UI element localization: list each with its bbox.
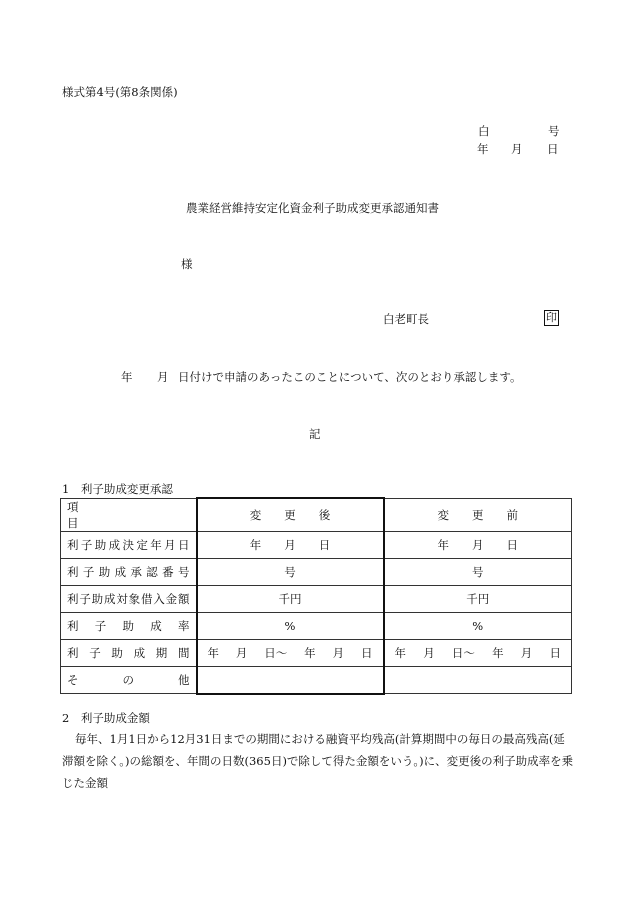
approval-table bbox=[60, 497, 572, 695]
header-before: 変 更 前 bbox=[384, 498, 572, 531]
row-label: 利子助成期間 bbox=[61, 639, 197, 666]
value-after: 年 月 日 bbox=[197, 531, 384, 558]
reference-prefix: 白 bbox=[478, 124, 490, 138]
value-before: % bbox=[384, 612, 572, 639]
table-row bbox=[61, 585, 572, 612]
row-label: 利子助成対象借入金額 bbox=[61, 585, 197, 612]
table-row bbox=[61, 531, 572, 558]
table-row bbox=[61, 558, 572, 585]
value-before: 千円 bbox=[384, 585, 572, 612]
table-row bbox=[61, 639, 572, 666]
value-after: 年 月 日～ 年 月 日 bbox=[197, 639, 384, 666]
value-before bbox=[384, 666, 572, 694]
date-month: 月 bbox=[511, 142, 523, 156]
document-title: 農業経営維持安定化資金利子助成変更承認通知書 bbox=[186, 201, 439, 215]
row-label: 利子助成決定年月日 bbox=[61, 531, 197, 558]
issuer-name: 白老町長 bbox=[383, 312, 429, 326]
ki-mark: 記 bbox=[309, 427, 321, 441]
header-after: 変 更 後 bbox=[197, 498, 384, 531]
value-before: 号 bbox=[384, 558, 572, 585]
value-after: 号 bbox=[197, 558, 384, 585]
value-after: % bbox=[197, 612, 384, 639]
table-row bbox=[61, 666, 572, 694]
value-before: 年 月 日 bbox=[384, 531, 572, 558]
value-after: 千円 bbox=[197, 585, 384, 612]
intro-month: 月 bbox=[157, 370, 169, 384]
row-label: その他 bbox=[61, 666, 197, 694]
subsidy-amount-text: 毎年、1月1日から12月31日までの期間における融資平均残高(計算期間中の毎日の最高残高(延滞額を除く。)の総額を、年間の日数(365日)で除して得た金額をいう。)に、変更後の利子助成率を乗じた金額 bbox=[62, 732, 574, 790]
row-label: 項 目 bbox=[61, 498, 197, 531]
date-day: 日 bbox=[547, 142, 559, 156]
intro-year: 年 bbox=[121, 370, 133, 384]
table-row bbox=[61, 612, 572, 639]
seal-mark: 印 bbox=[546, 311, 557, 324]
value-after bbox=[197, 666, 384, 694]
addressee-suffix: 様 bbox=[181, 257, 193, 271]
section2-heading: 2 利子助成金額 bbox=[62, 711, 150, 725]
reference-suffix: 号 bbox=[548, 124, 560, 138]
form-number: 様式第4号(第8条関係) bbox=[62, 85, 178, 99]
row-label: 利子助成承認番号 bbox=[61, 558, 197, 585]
section1-heading: 1 利子助成変更承認 bbox=[62, 482, 173, 496]
table-header-row bbox=[61, 498, 572, 531]
date-year: 年 bbox=[477, 142, 489, 156]
row-label: 利子助成率 bbox=[61, 612, 197, 639]
value-before: 年 月 日～ 年 月 日 bbox=[384, 639, 572, 666]
intro-text: 日付けで申請のあったこのことについて、次のとおり承認します。 bbox=[178, 370, 522, 384]
